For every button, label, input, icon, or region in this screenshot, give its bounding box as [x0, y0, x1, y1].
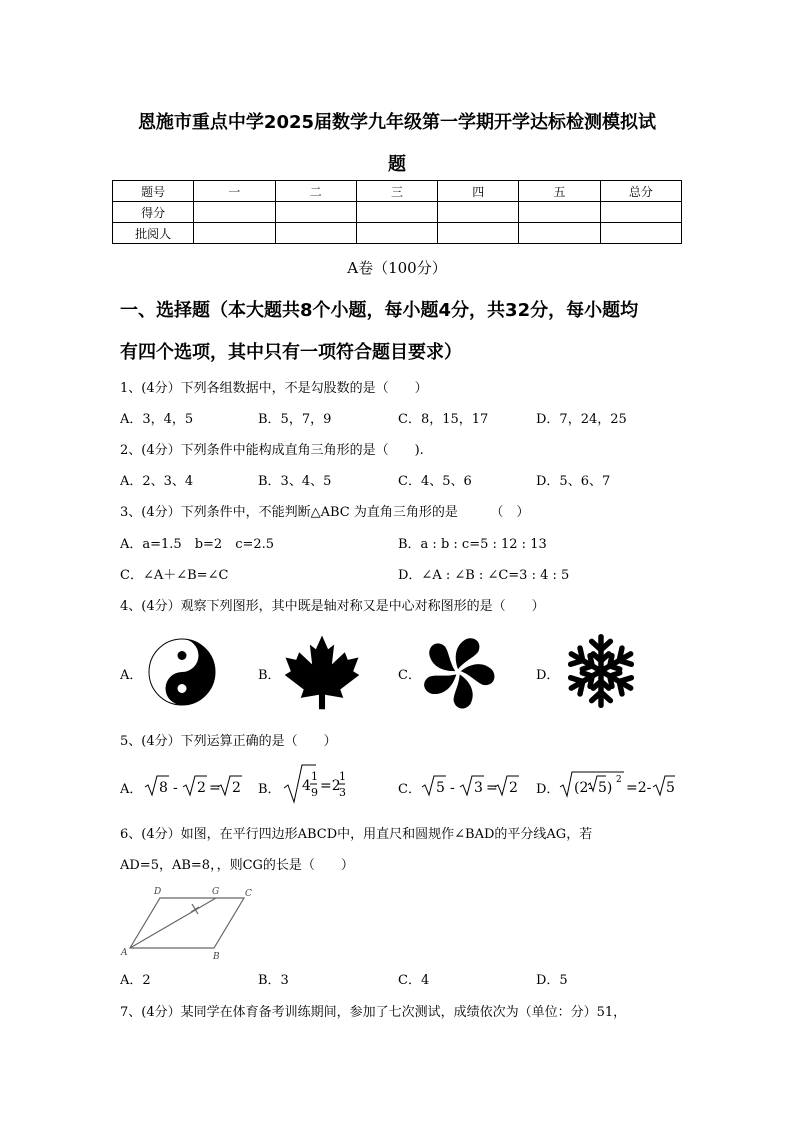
parallelogram-figure: [118, 884, 258, 960]
q6-option-d: D．5: [536, 973, 568, 988]
exam-title-line2: 题: [388, 154, 406, 175]
table-cell: [356, 223, 437, 244]
svg-text:2: 2: [616, 775, 622, 785]
svg-text:2: 2: [197, 780, 206, 796]
table-cell: 批阅人: [113, 223, 194, 244]
figure-label-c: C: [245, 889, 252, 899]
question-1-stem: 1、(4分）下列各组数据中，不是勾股数的是（ ）: [120, 381, 428, 396]
svg-text:-: -: [450, 780, 455, 796]
svg-text:9: 9: [311, 786, 318, 799]
table-cell: [519, 202, 600, 223]
table-cell: 三: [356, 181, 437, 202]
exam-title-line1: 恩施市重点中学2025届数学九年级第一学期开学达标检测模拟试: [137, 112, 657, 133]
q3-option-a: A．a=1.5 b=2 c=2.5: [120, 537, 275, 552]
q4-option-c-label: C．: [398, 668, 421, 683]
q5-option-a-expression: [143, 770, 241, 800]
table-cell: [275, 223, 356, 244]
table-cell: 得分: [113, 202, 194, 223]
q1-option-d: D．7，24，25: [536, 412, 627, 427]
svg-text:3: 3: [474, 780, 483, 796]
svg-text:4: 4: [302, 778, 311, 794]
q2-option-b: B．3、4、5: [258, 474, 332, 489]
q5-option-c-label: C．: [398, 782, 421, 797]
table-cell: [356, 202, 437, 223]
table-cell: 总分: [600, 181, 681, 202]
q6-option-a: A．2: [120, 973, 151, 988]
svg-text:2: 2: [232, 780, 241, 796]
bauhinia-icon: [422, 636, 494, 708]
svg-text:5: 5: [436, 780, 445, 796]
score-table-row-score: [113, 202, 682, 223]
figure-label-d: D: [154, 887, 162, 897]
table-cell: [600, 202, 681, 223]
svg-text:1: 1: [311, 770, 318, 783]
question-7-stem: 7、(4分）某同学在体育备考训练期间，参加了七次测试，成绩依次为（单位：分）51，: [120, 1005, 627, 1020]
svg-text:=: =: [486, 780, 498, 796]
table-cell: [600, 223, 681, 244]
svg-text:5): 5): [598, 780, 613, 796]
svg-text:2: 2: [509, 780, 518, 796]
svg-text:=2: =2: [320, 778, 341, 794]
question-5-stem: 5、(4分）下列运算正确的是（ ）: [120, 734, 337, 749]
section-heading-line2: 有四个选项，其中只有一项符合题目要求）: [120, 342, 462, 363]
table-cell: [194, 202, 275, 223]
table-cell: 题号: [113, 181, 194, 202]
q3-option-d: D．∠A : ∠B : ∠C=3 : 4 : 5: [398, 568, 570, 583]
figure-label-b: B: [213, 952, 220, 962]
q4-option-d-label: D．: [536, 668, 560, 683]
q6-option-c: C．4: [398, 973, 430, 988]
q5-option-b-label: B．: [258, 782, 281, 797]
svg-text:5: 5: [666, 780, 675, 796]
q5-option-a-label: A．: [120, 782, 143, 797]
q5-option-b-expression: [282, 762, 362, 806]
svg-text:=: =: [209, 780, 221, 796]
q2-option-c: C．4、5、6: [398, 474, 472, 489]
score-table: [112, 180, 682, 244]
maple-leaf-icon: [284, 634, 360, 710]
yin-yang-icon: [148, 638, 216, 706]
svg-text:=2-: =2-: [626, 780, 652, 796]
question-6-stem-line2: AD=5，AB=8，，则CG的长是（ ）: [120, 858, 354, 873]
table-cell: [194, 223, 275, 244]
q1-option-a: A．3，4，5: [120, 412, 194, 427]
figure-label-g: G: [212, 887, 220, 897]
volume-heading: A卷（100分）: [347, 259, 447, 277]
q1-option-c: C．8，15，17: [398, 412, 489, 427]
table-cell: [438, 223, 519, 244]
svg-text:3: 3: [339, 786, 346, 799]
svg-text:(2-: (2-: [574, 780, 594, 796]
section-heading-line1: 一、选择题（本大题共8个小题，每小题4分，共32分，每小题均: [120, 300, 639, 321]
q3-option-c: C．∠A＋∠B=∠C: [120, 568, 229, 583]
question-6-stem-line1: 6、(4分）如图，在平行四边形ABCD中，用直尺和圆规作∠BAD的平分线AG，若: [120, 827, 593, 842]
q2-option-a: A．2、3、4: [120, 474, 194, 489]
svg-text:-: -: [173, 780, 178, 796]
q3-option-b: B．a : b : c=5 : 12 : 13: [398, 537, 547, 552]
question-2-stem: 2、(4分）下列条件中能构成直角三角形的是（ ).: [120, 443, 424, 458]
table-cell: 五: [519, 181, 600, 202]
q4-option-b-label: B．: [258, 668, 281, 683]
q5-option-c-expression: [420, 770, 518, 800]
q2-option-d: D．5、6、7: [536, 474, 611, 489]
table-cell: 一: [194, 181, 275, 202]
score-table-header-row: [113, 181, 682, 202]
q6-option-b: B．3: [258, 973, 289, 988]
q5-option-d-label: D．: [536, 782, 560, 797]
q1-option-b: B．5，7，9: [258, 412, 332, 427]
table-cell: [519, 223, 600, 244]
q5-option-d-expression: [558, 768, 675, 800]
svg-text:1: 1: [339, 770, 346, 783]
table-cell: [438, 202, 519, 223]
svg-text:8: 8: [159, 780, 168, 796]
table-cell: 四: [438, 181, 519, 202]
question-3-stem: 3、(4分）下列条件中，不能判断△ABC 为直角三角形的是 （ ）: [120, 505, 530, 520]
figure-label-a: A: [121, 948, 128, 958]
q4-option-a-label: A．: [120, 668, 143, 683]
table-cell: 二: [275, 181, 356, 202]
snowflake-icon: [562, 632, 640, 710]
table-cell: [275, 202, 356, 223]
score-table-row-grader: [113, 223, 682, 244]
question-4-stem: 4、(4分）观察下列图形，其中既是轴对称又是中心对称图形的是（ ）: [120, 599, 545, 614]
